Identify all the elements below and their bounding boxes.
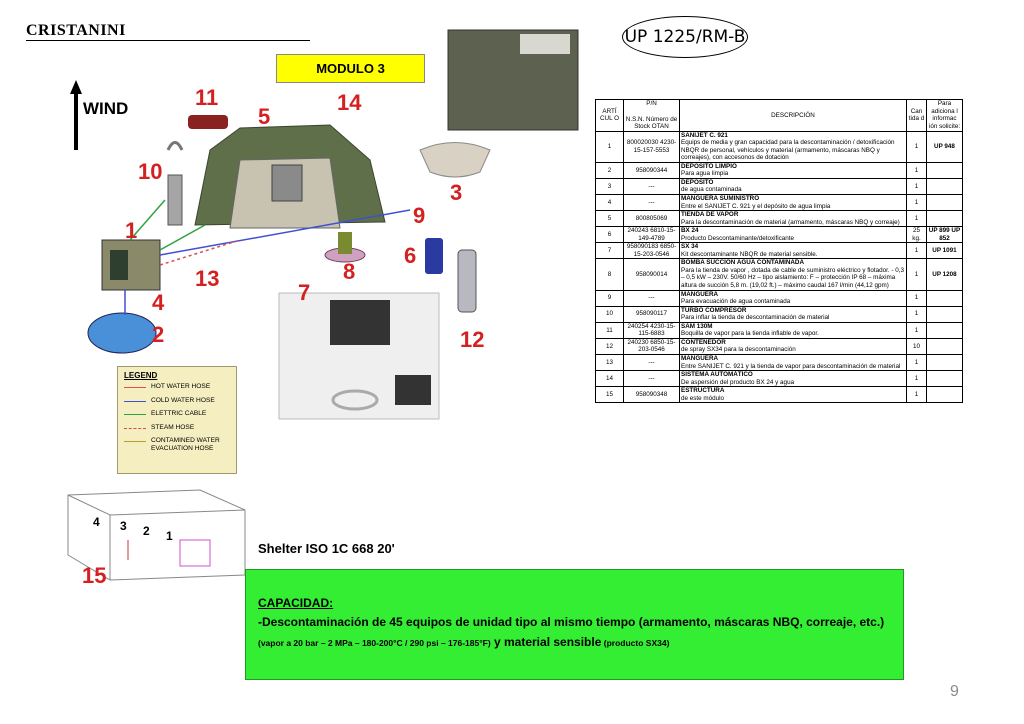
legend-swatch <box>124 401 146 402</box>
cell-quantity: 25 kg. <box>907 227 927 243</box>
wind-arrow-icon <box>70 80 82 150</box>
capacity-title: CAPACIDAD: <box>258 596 334 610</box>
cell-extra-info: UP 1091 <box>927 243 963 259</box>
header-article: ARTÍ CUL O <box>596 100 624 132</box>
cell-pn: 958090117 <box>624 306 680 322</box>
cell-extra-info <box>927 211 963 227</box>
equipment-cover-illustration <box>448 30 578 130</box>
cell-description <box>680 371 907 387</box>
description-title: TURBO COMPRESOR <box>681 306 747 314</box>
table-row <box>596 306 963 322</box>
shelter-bay-4: 4 <box>93 515 100 529</box>
header-pn-nsn <box>624 100 680 132</box>
description-text: Para inflar la tienda de descontaminación de material <box>681 314 830 322</box>
cell-extra-info <box>927 195 963 211</box>
turbo-compressor-illustration <box>168 143 182 226</box>
clean-water-tank-illustration <box>88 313 156 353</box>
description-title: SISTEMA AUTOMÁTICO <box>681 371 753 379</box>
table-row <box>596 211 963 227</box>
callout-14: 14 <box>337 90 362 115</box>
description-title: SX 34 <box>681 243 699 251</box>
capacity-sensitive: y material sensible <box>490 635 602 649</box>
cell-extra-info <box>927 338 963 354</box>
description-title: SAM 130M <box>681 322 713 330</box>
legend-label: ELETTRIC CABLE <box>151 410 207 418</box>
cell-quantity: 10 <box>907 338 927 354</box>
callout-11: 11 <box>195 85 219 110</box>
cell-extra-info <box>927 306 963 322</box>
cell-extra-info <box>927 178 963 194</box>
cell-pn: 240230 6850-15-203-0546 <box>624 338 680 354</box>
cell-article: 2 <box>596 162 624 178</box>
cell-extra-info <box>927 162 963 178</box>
cell-quantity: 1 <box>907 195 927 211</box>
capacity-steam-spec: (vapor a 20 bar – 2 MPa – 180-200°C / 290 psi – 176-185°F) <box>258 638 491 648</box>
cell-pn: 958090348 <box>624 387 680 403</box>
cell-description <box>680 195 907 211</box>
callout-4: 4 <box>152 290 165 315</box>
steam-tent-illustration <box>195 125 385 228</box>
cell-description <box>680 354 907 370</box>
bx24-barrel-illustration <box>425 238 443 274</box>
callout-15: 15 <box>82 563 107 588</box>
legend-item-contaminated-water <box>124 437 230 452</box>
shelter-bay-1: 1 <box>166 529 173 543</box>
table-row <box>596 178 963 194</box>
callout-9: 9 <box>413 203 426 228</box>
cell-quantity: 1 <box>907 371 927 387</box>
cell-pn: 240243 6810-15-149-4789 <box>624 227 680 243</box>
callout-10: 10 <box>138 159 163 184</box>
description-text: Para evacuación de agua contaminada <box>681 298 791 306</box>
legend-swatch <box>124 441 146 442</box>
cell-article: 8 <box>596 259 624 290</box>
cell-quantity: 1 <box>907 259 927 290</box>
callout-3: 3 <box>450 180 463 205</box>
cell-quantity: 1 <box>907 387 927 403</box>
table-row <box>596 338 963 354</box>
cell-extra-info <box>927 322 963 338</box>
parts-table-body <box>596 131 963 403</box>
document-code: UP 1225/RM-B <box>622 16 748 58</box>
header-description: DESCRIPCIÓN <box>680 100 907 132</box>
cell-article: 1 <box>596 131 624 162</box>
table-row <box>596 162 963 178</box>
cell-extra-info <box>927 290 963 306</box>
description-title: TIENDA DE VAPOR <box>681 211 739 219</box>
cell-quantity: 1 <box>907 131 927 162</box>
header-extra-info: Para adiciona l informac ión solicite: <box>927 100 963 132</box>
header-nsn: N.S.N. Número de Stock OTAN <box>625 115 678 131</box>
legend-item-cold-water <box>124 397 230 405</box>
callout-8: 8 <box>343 259 356 284</box>
sx34-spray-illustration <box>458 250 476 312</box>
module-badge: MODULO 3 <box>276 54 425 83</box>
cell-description <box>680 306 907 322</box>
cell-extra-info <box>927 387 963 403</box>
suction-pump-illustration <box>325 232 365 262</box>
parts-table <box>595 99 963 403</box>
cell-pn: 800020030 4230-15-157-5553 <box>624 131 680 162</box>
table-row <box>596 195 963 211</box>
description-text: Equips de media y gran capacidad para la descontaminación / detoxificación NBQR de personal, vehículos y material (armamento, máscaras NBQ y correajes), con accesonos de dotación <box>681 139 895 162</box>
cell-quantity: 1 <box>907 162 927 178</box>
cell-description <box>680 243 907 259</box>
table-row <box>596 354 963 370</box>
cell-quantity: 1 <box>907 322 927 338</box>
cell-description <box>680 178 907 194</box>
cell-pn: 958090014 <box>624 259 680 290</box>
description-title: MANGUERA <box>681 290 719 298</box>
sx34-kit-illustration <box>279 293 439 419</box>
callout-7: 7 <box>298 280 311 305</box>
parts-table-container <box>595 99 962 403</box>
table-row <box>596 371 963 387</box>
table-row <box>596 243 963 259</box>
steam-nozzle-illustration <box>188 115 228 129</box>
shelter-bay-3: 3 <box>120 519 127 533</box>
header-pn: P/N <box>646 100 657 107</box>
cell-pn: 958090183 6850-15-203-0546 <box>624 243 680 259</box>
description-text: Entre el SANIJET C. 921 y el depósito de agua limpia <box>681 202 831 210</box>
callout-2: 2 <box>152 322 165 347</box>
table-row <box>596 322 963 338</box>
description-text: Producto Descontaminante/detoxificante <box>681 234 795 242</box>
legend-swatch <box>124 387 146 388</box>
table-row <box>596 259 963 290</box>
cell-pn: --- <box>624 178 680 194</box>
description-title: DEPÓSITO <box>681 178 714 186</box>
callout-12: 12 <box>460 327 485 352</box>
sanijet-unit-illustration <box>102 240 160 290</box>
cell-pn: --- <box>624 195 680 211</box>
legend-label: HOT WATER HOSE <box>151 383 211 390</box>
cell-article: 13 <box>596 354 624 370</box>
cell-article: 7 <box>596 243 624 259</box>
legend-swatch <box>124 414 146 415</box>
cell-quantity: 1 <box>907 178 927 194</box>
legend-label: COLD WATER HOSE <box>151 396 215 404</box>
cell-pn: --- <box>624 371 680 387</box>
table-row <box>596 227 963 243</box>
cell-quantity: 1 <box>907 306 927 322</box>
table-row <box>596 131 963 162</box>
cell-article: 10 <box>596 306 624 322</box>
cell-description <box>680 290 907 306</box>
description-title: MANGUERA <box>681 354 719 362</box>
cell-article: 15 <box>596 387 624 403</box>
capacity-line-2 <box>258 635 893 649</box>
cell-extra-info: UP 1208 <box>927 259 963 290</box>
callout-1: 1 <box>125 218 138 243</box>
description-text: Kit descontaminante NBQR de material sensible. <box>681 250 818 258</box>
header-quantity: Can tida d <box>907 100 927 132</box>
cell-article: 12 <box>596 338 624 354</box>
cell-quantity: 1 <box>907 243 927 259</box>
cell-article: 3 <box>596 178 624 194</box>
cell-quantity: 1 <box>907 211 927 227</box>
cell-description <box>680 387 907 403</box>
cell-description <box>680 227 907 243</box>
description-text: De aspersión del producto BX 24 y agua <box>681 378 795 386</box>
cell-description <box>680 322 907 338</box>
description-text: Boquilla de vapor para la tienda inflable de vapor. <box>681 330 819 338</box>
description-title: CONTENEDOR <box>681 338 726 346</box>
description-text: de este módulo <box>681 394 725 402</box>
cell-pn: --- <box>624 290 680 306</box>
cell-extra-info: UP 948 <box>927 131 963 162</box>
table-row <box>596 387 963 403</box>
legend-label: STEAM HOSE <box>151 423 195 431</box>
cell-pn: 800805069 <box>624 211 680 227</box>
capacity-box <box>245 569 904 680</box>
legend-swatch <box>124 428 146 429</box>
shelter-label: Shelter ISO 1C 668 20' <box>258 541 395 556</box>
cell-article: 4 <box>596 195 624 211</box>
legend-item-hot-water <box>124 383 230 391</box>
description-title: SANIJET C. 921 <box>681 131 728 139</box>
cell-article: 5 <box>596 211 624 227</box>
description-text: de spray SX34 para la descontaminación <box>681 346 796 354</box>
page-number: 9 <box>950 683 959 700</box>
cell-article: 11 <box>596 322 624 338</box>
description-title: BOMBA SUCCION AGUA CONTAMINADA <box>681 259 805 267</box>
callout-13: 13 <box>195 266 220 291</box>
cell-extra-info <box>927 354 963 370</box>
wind-label: WIND <box>83 99 129 118</box>
cell-description <box>680 211 907 227</box>
cell-extra-info: UP 899 UP 852 <box>927 227 963 243</box>
cell-article: 9 <box>596 290 624 306</box>
description-title: ESTRUCTURA <box>681 387 725 395</box>
legend <box>117 366 237 474</box>
description-text: de agua contaminada <box>681 186 742 194</box>
cell-article: 6 <box>596 227 624 243</box>
legend-title: LEGEND <box>124 371 158 380</box>
callout-6: 6 <box>404 243 417 268</box>
capacity-line-1: -Descontaminación de 45 equipos de unidad tipo al mismo tiempo (armamento, máscaras NBQ, correaje, etc.) <box>258 615 885 629</box>
description-text: Para la descontaminación de material (armamento, máscaras NBQ y correaje) <box>681 218 900 226</box>
cell-pn: 240254 4230-15-115-6883 <box>624 322 680 338</box>
cell-description <box>680 338 907 354</box>
contaminated-water-tank-illustration <box>420 143 490 178</box>
legend-item-steam-hose <box>124 424 230 432</box>
cell-description <box>680 259 907 290</box>
cell-description <box>680 162 907 178</box>
description-title: DEPÓSITO LIMPIO <box>681 162 737 170</box>
cell-pn: 958090344 <box>624 162 680 178</box>
legend-item-electric-cable <box>124 410 230 418</box>
cell-quantity: 1 <box>907 354 927 370</box>
table-header-row <box>596 100 963 132</box>
brand-name: CRISTANINI <box>26 22 126 39</box>
callout-5: 5 <box>258 104 271 129</box>
cell-extra-info <box>927 371 963 387</box>
description-text: Para agua limpia <box>681 170 729 178</box>
description-title: MANGUERA SUMINISTRO <box>681 195 760 203</box>
description-text: Para la tienda de vapor , dotada de cable de suministro eléctrico y flotador. - 0,3 – 0,5 kW – 230V. 50/60 Hz – tipo aislamiento: F – protección IP 68 – máxima altura de succión 5,8 m. (19,02 ft.) – máximo caudal 167 l/min (44,12 gpm) <box>681 266 904 290</box>
cell-article: 14 <box>596 371 624 387</box>
description-title: BX 24 <box>681 227 699 235</box>
legend-label: CONTAMINED WATER EVACUATION HOSE <box>151 437 220 452</box>
table-row <box>596 290 963 306</box>
capacity-product: (producto SX34) <box>601 638 670 648</box>
cell-quantity: 1 <box>907 290 927 306</box>
description-text: Entre SANIJET C. 921 y la tienda de vapor para descontaminación de material <box>681 362 901 370</box>
cell-description <box>680 131 907 162</box>
shelter-bay-2: 2 <box>143 524 150 538</box>
cell-pn: --- <box>624 354 680 370</box>
